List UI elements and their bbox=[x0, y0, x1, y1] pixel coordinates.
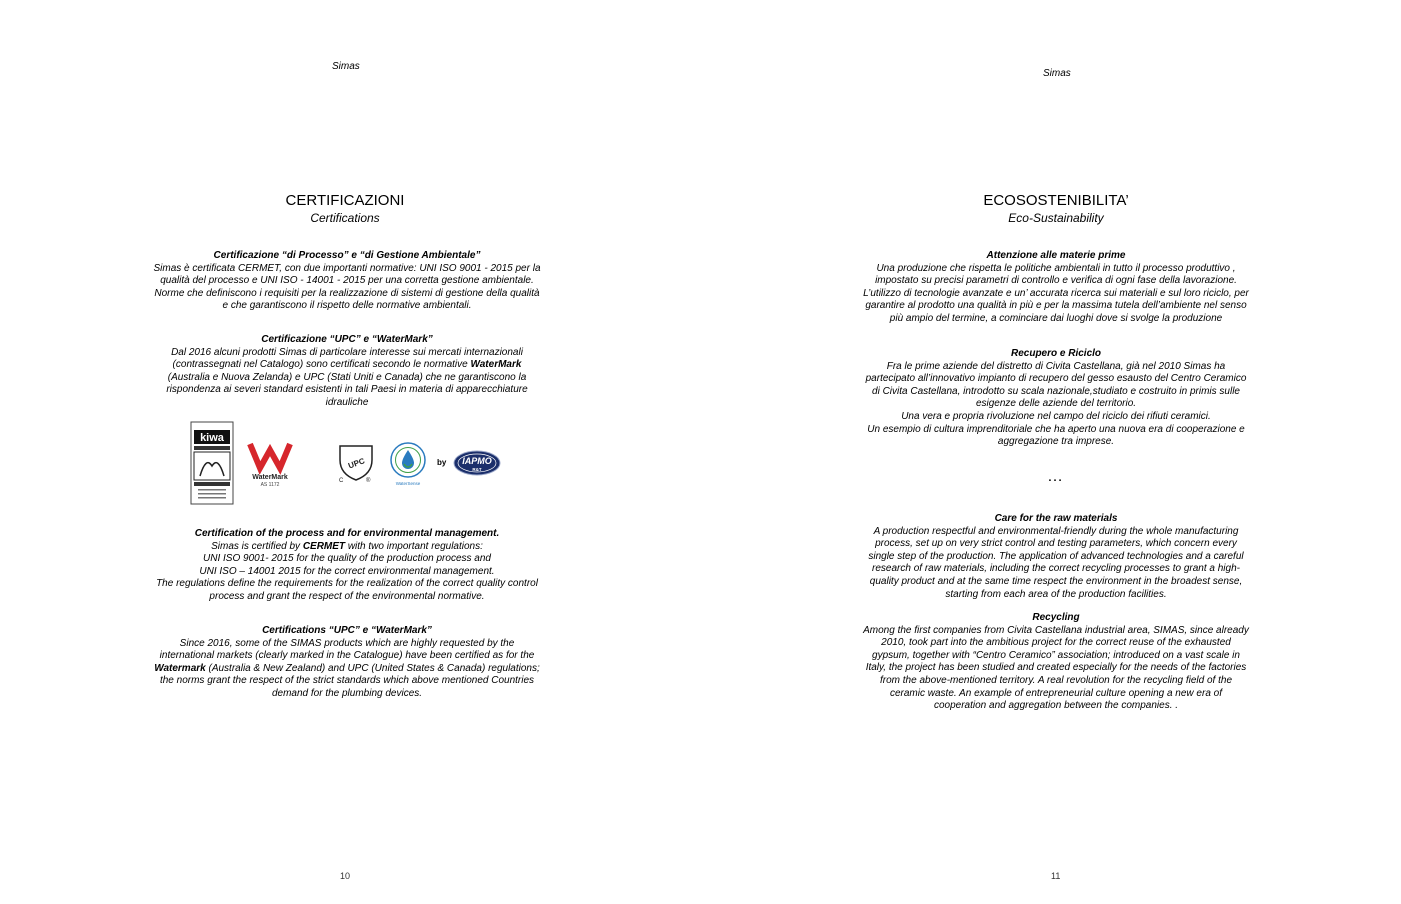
watermark-label: WaterMark bbox=[252, 474, 288, 481]
right-page bbox=[700, 0, 1401, 904]
section-heading: Certification of the process and for environmental management. bbox=[194, 528, 500, 539]
page-number: 11 bbox=[1051, 871, 1061, 881]
section-heading: Care for the raw materials bbox=[994, 513, 1118, 524]
section-materie-prime bbox=[863, 250, 1249, 326]
section-body: Among the first companies from Civita Castellana industrial area, SIMAS, since already 2010, took part into the ambitious project for the correct reuse of the exhausted gypsum, together with “Centro Ceramico” association; introduced on a vast scale in Italy, the project has been studied and created especially for the needs of the factories from the above-mentioned territory. A real revolution for the recycling field of the ceramic waste. An example of entrepreneurial culture opening a new era of cooperation and aggregation between the companies. . bbox=[863, 624, 1249, 712]
certification-logos bbox=[190, 420, 510, 510]
section-body: Una produzione che rispetta le politiche ambientali in tutto il processo produttivo , impostato su precisi parametri di controllo e verifica di ogni fase della lavorazione. L’utilizzo di tecnologie avanzate e un’ accurata ricerca sui materiali e sul loro riciclo, per garantire al prodotto una qualità in più e per la massima tutela dell’ambiente nel senso più ampio del termine, a cominciare dai luoghi dove si svolge la produzione bbox=[863, 262, 1249, 324]
watersense-logo bbox=[388, 440, 428, 488]
separator: … bbox=[1047, 468, 1064, 485]
page-subtitle: Certifications bbox=[310, 211, 380, 225]
iapmo-logo bbox=[452, 448, 502, 478]
section-body: Simas è certificata CERMET, con due importanti normative: UNI ISO 9001 - 2015 per la qualità del processo e UNI ISO - 14001 - 2015 per una corretta gestione ambientale. Norme che definiscono i requisiti per la realizzazione di sistemi di gestione della qualità e che garantiscono il rispetto delle normative ambientali. bbox=[153, 262, 541, 312]
section-heading: Certificazione “UPC” e “WaterMark” bbox=[261, 334, 433, 345]
section-process-en bbox=[152, 528, 542, 604]
section-heading: Recycling bbox=[1032, 612, 1080, 623]
section-raw-materials bbox=[863, 513, 1249, 601]
section-heading: Attenzione alle materie prime bbox=[986, 250, 1126, 261]
watersense-label: WaterSense bbox=[395, 481, 421, 486]
section-heading: Certificazione “di Processo” e “di Gestione Ambientale” bbox=[213, 250, 481, 261]
running-head: Simas bbox=[1043, 68, 1071, 79]
watermark-logo bbox=[242, 440, 298, 488]
section-body: The regulations define the requirements for the realization of the correct quality control process and grant the respect of the environmental normative. bbox=[156, 578, 538, 602]
logos-by-text: by bbox=[437, 458, 447, 467]
upc-r-mark: ® bbox=[366, 478, 371, 484]
section-recupero bbox=[863, 348, 1249, 449]
section-body: Fra le prime aziende del distretto di Civita Castellana, già nel 2010 Simas ha partecipato all’innovativo impianto di recupero del gesso esausto del Centro Ceramico di Civita Castellana, introdotto su scala nazionale,studiato e costruito in primis sulle esigenze delle aziende del territorio. bbox=[865, 360, 1247, 410]
section-body: Un esempio di cultura imprenditoriale che ha aperto una nuova era di cooperazione e aggregazione tra imprese. bbox=[867, 423, 1245, 448]
section-body: Since 2016, some of the SIMAS products which are highly requested by the international markets (clearly marked in the Catalogue) have been certified as for the Watermark (Australia & New Zealand) and UPC (United States & Canada) regulations; the norms grant the respect of the strict standards which above mentioned Countries demand for the plumbing devices. bbox=[154, 637, 540, 699]
section-body: UNI ISO 9001- 2015 for the quality of the production process and bbox=[203, 553, 491, 565]
running-head: Simas bbox=[332, 61, 360, 72]
upc-c-mark: C bbox=[339, 478, 344, 484]
iapmo-label: IAPMO bbox=[462, 456, 492, 466]
page-subtitle: Eco-Sustainability bbox=[1008, 211, 1104, 225]
kiwa-logo bbox=[190, 420, 234, 506]
section-heading: Recupero e Riciclo bbox=[1010, 348, 1102, 359]
section-body: Simas is certified by CERMET with two important regulations: bbox=[211, 540, 483, 552]
left-page bbox=[0, 0, 700, 904]
page-title: ECOSOSTENIBILITA’ bbox=[983, 192, 1129, 209]
kiwa-wordmark: kiwa bbox=[200, 432, 224, 444]
section-heading: Certifications “UPC” e “WaterMark” bbox=[262, 625, 432, 636]
page-title: CERTIFICAZIONI bbox=[285, 192, 405, 209]
section-process-it bbox=[152, 250, 542, 313]
watermark-standard: AS 1172 bbox=[260, 482, 280, 488]
section-body: A production respectful and environmental-friendly during the whole manufacturing process, set up on very strict control and testing parameters, which concern every single step of the production. The application of advanced technologies and a careful research of raw materials, including the correct recycling processes to grant a high-quality product and at the same time respect the environment in the broadest sense, starting from each area of the production facilities. bbox=[868, 525, 1244, 600]
upc-label: UPC bbox=[347, 456, 366, 471]
section-body: UNI ISO – 14001 2015 for the correct environmental management. bbox=[199, 565, 495, 577]
section-upc-en bbox=[152, 625, 542, 701]
section-upc-it bbox=[152, 334, 542, 410]
upc-logo bbox=[336, 442, 376, 484]
section-body: Una vera e propria rivoluzione nel campo del riciclo dei rifiuti ceramici. bbox=[901, 410, 1211, 422]
section-recycling bbox=[863, 612, 1249, 713]
page-number: 10 bbox=[340, 871, 351, 881]
section-body: Dal 2016 alcuni prodotti Simas di particolare interesse sui mercati internazionali (contrassegnati nel Catalogo) sono certificati secondo le normative WaterMark (Australia e Nuova Zelanda) e UPC (Stati Uniti e Canada) che ne garantiscono la rispondenza ai severi standard esistenti in tali Paesi in materia di apparecchiature idrauliche bbox=[166, 346, 528, 408]
iapmo-sub: R&T bbox=[472, 467, 482, 472]
